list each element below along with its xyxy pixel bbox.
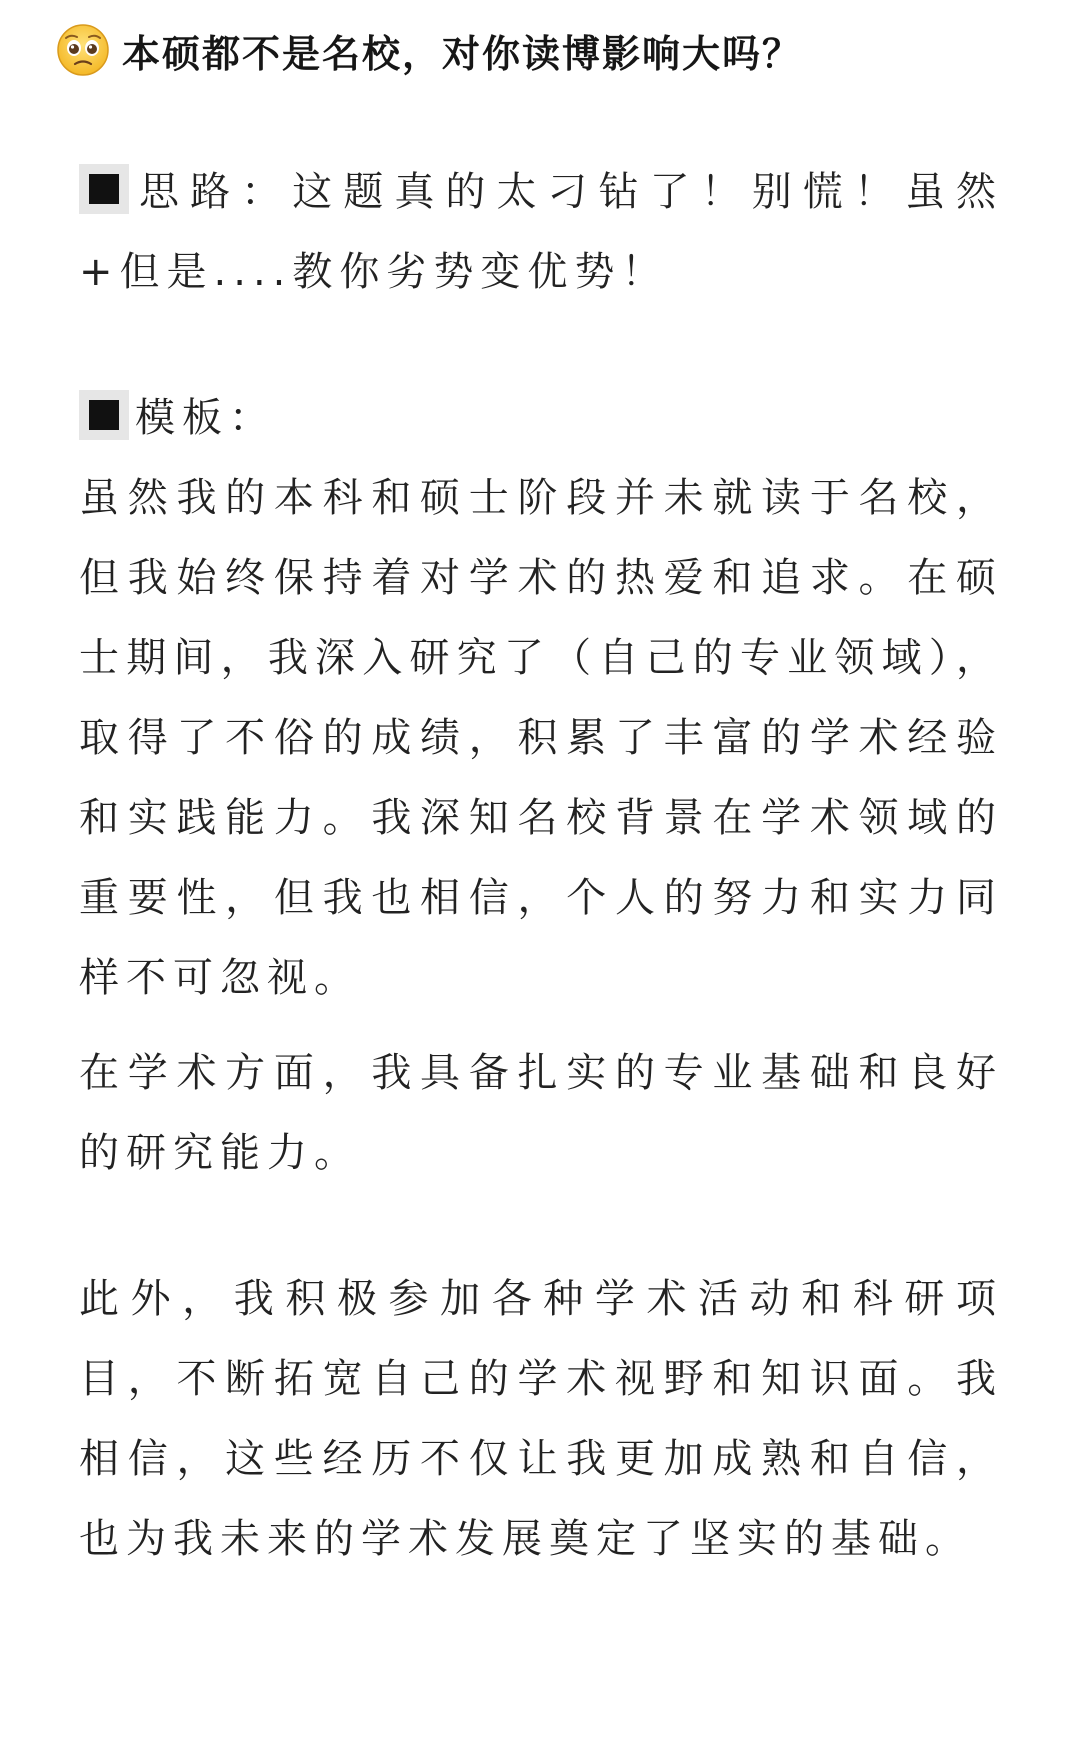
pleading-face-icon [56, 23, 110, 77]
page-title: 本硕都不是名校，对你读博影响大吗？ [122, 31, 803, 76]
template-paragraph-3: 此外，我积极参加各种学术活动和科研项目，不断拓宽自己的学术视野和知识面。我相信，这些经历不仅让我更加成熟和自信，也为我未来的学术发展奠定了坚实的基础。 [79, 1276, 1003, 1562]
extra-section [79, 1259, 1003, 1579]
template-label: 模板： [135, 395, 276, 441]
template-label-line [79, 378, 1003, 458]
template-paragraph-1: 虽然我的本科和硕士阶段并未就读于名校，但我始终保持着对学术的热爱和追求。在硕士期间，我深入研究了（自己的专业领域），取得了不俗的成绩，积累了丰富的学术经验和实践能力。我深知名校背景在学术领域的重要性，但我也相信，个人的努力和实力同样不可忽视。 [79, 475, 1003, 1001]
black-square-icon [79, 164, 129, 214]
template-paragraph-2: 在学术方面，我具备扎实的专业基础和良好的研究能力。 [79, 1050, 1003, 1176]
black-square-icon [79, 390, 129, 440]
idea-text: 思路：这题真的太刁钻了！别慌！虽然+但是....教你劣势变优势！ [79, 169, 1003, 295]
idea-section [79, 152, 1003, 312]
title-row [56, 18, 802, 82]
idea-paragraph [79, 152, 1003, 312]
template-section [79, 378, 1003, 1018]
academic-section [79, 1033, 1003, 1193]
